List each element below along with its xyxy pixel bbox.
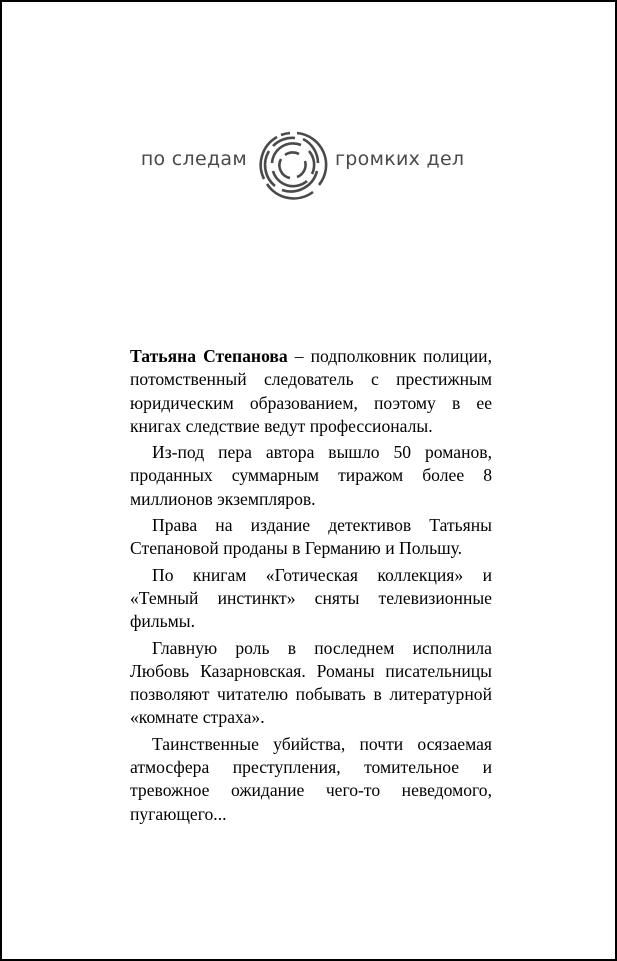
- author-bio: [130, 345, 492, 829]
- bio-paragraph: Таинственные убийства, почти осязаемая атмосфера преступления, томительное и тревожное ожидание чего-то неведомого, пугающего...: [130, 733, 492, 824]
- bio-paragraph: Главную роль в последнем исполнила Любовь Казарновская. Романы писательницы позволяют читателю побывать в литературной «комнате страха».: [130, 637, 492, 728]
- author-name: Татьяна Степанова: [130, 346, 288, 366]
- bio-paragraph: Права на издание детективов Татьяны Степановой проданы в Германию и Польшу.: [130, 515, 492, 559]
- series-title-right: громких дел: [335, 148, 465, 170]
- bio-paragraph: По книгам «Готическая коллекция» и «Темный инстинкт» сняты телевизионные фильмы.: [130, 564, 492, 632]
- bio-intro: – подполковник полиции, потомственный следователь с престижным юридическим образованием, поэтому в ее книгах следствие ведут профессионалы.: [130, 346, 492, 436]
- concentric-arcs-icon: [257, 129, 329, 201]
- series-header: [2, 124, 617, 204]
- series-title-left: по следам: [140, 148, 247, 170]
- bio-paragraph: [130, 345, 492, 438]
- bio-paragraph: Из-под пера автора вышло 50 романов, проданных суммарным тиражом более 8 миллионов экземпляров.: [130, 442, 492, 509]
